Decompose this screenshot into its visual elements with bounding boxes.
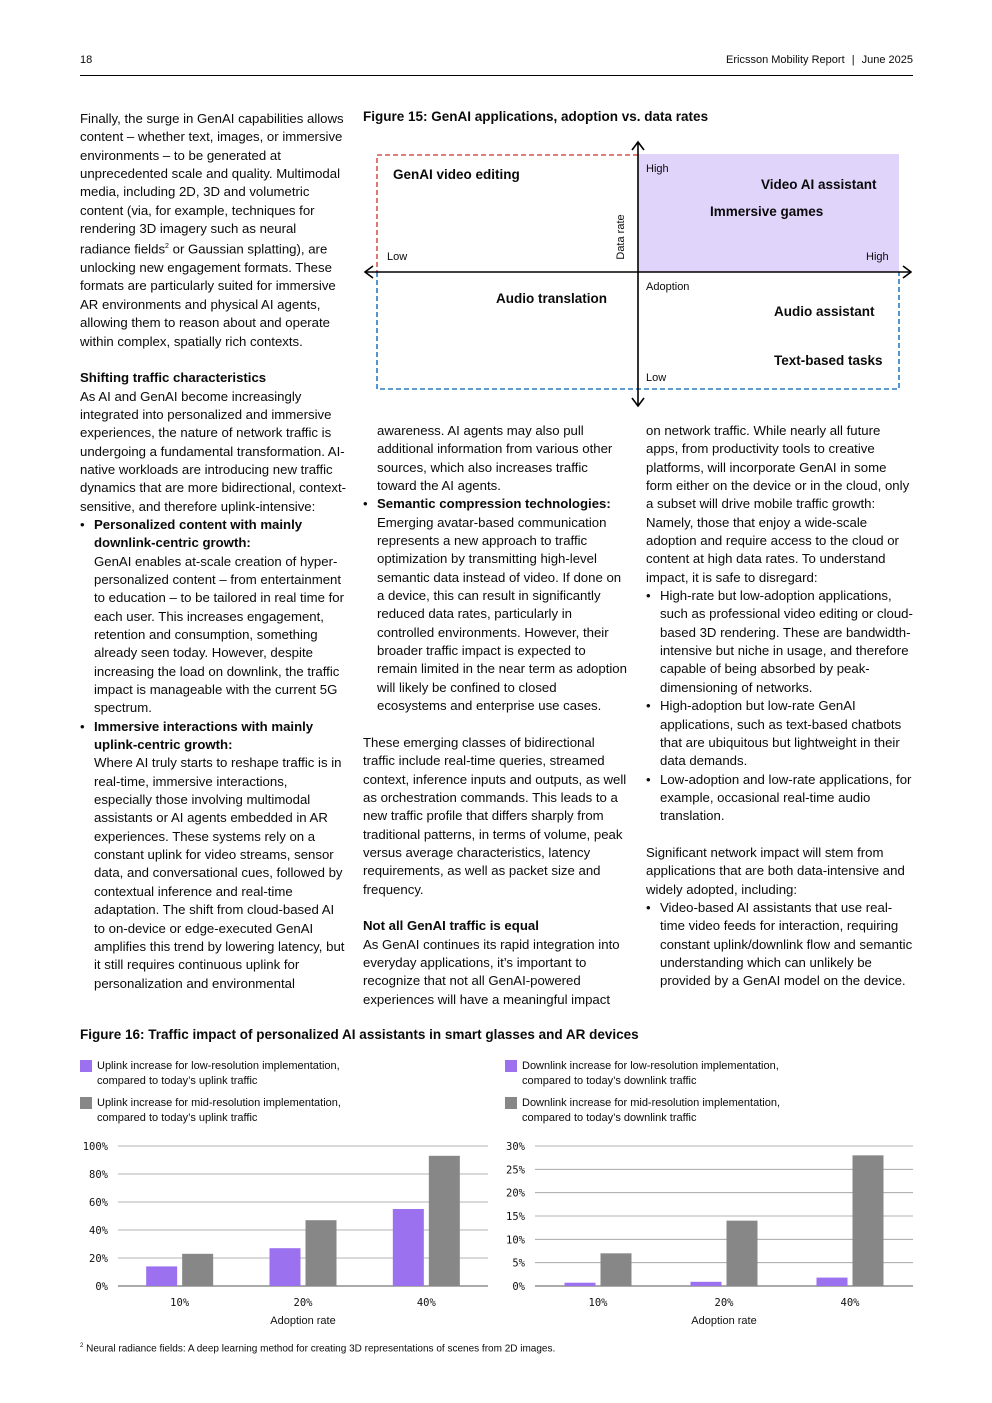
- traffic-bullets: [80, 516, 348, 993]
- app-audio-assistant: Audio assistant: [774, 304, 875, 319]
- legend-swatch-gray: [505, 1097, 517, 1109]
- list-item: • Low-adoption and low-rate applications, for example, occasional real-time audio translation.: [646, 771, 914, 826]
- x-axis-label: Adoption rate: [691, 1315, 757, 1327]
- bar: [817, 1278, 848, 1286]
- intro-text: Finally, the surge in GenAI capabilities allows content – whether text, images, or immersive environments – to be generated at unprecedented scale and quality. Multimodal media, including 2D, 3D and volumetric content (via, for example, techniques for rendering 3D imagery such as neural radiance fields: [80, 111, 344, 257]
- footnote: [80, 1343, 555, 1354]
- column-2: [363, 422, 629, 1009]
- list-item: [363, 495, 629, 715]
- not-equal-paragraph: As GenAI continues its rapid integration into everyday applications, it’s important to recognize that not all GenAI-powered experiences will have a meaningful impact: [363, 936, 620, 1007]
- legend-label: Downlink increase for mid-resolution implementation, compared to today’s downlink traffic: [522, 1097, 781, 1124]
- data-rate-high-label: High: [646, 163, 669, 175]
- y-tick-label: 10%: [506, 1234, 525, 1247]
- x-axis-label: Adoption rate: [270, 1315, 336, 1327]
- list-item: • Video-based AI assistants that use real-time video feeds for interaction, requiring constant uplink/downlink flow and semantic understanding which can unlikely be provided by a GenAI model on the device.: [646, 899, 914, 991]
- legend-label: Uplink increase for low-resolution implementation, compared to today’s uplink traffic: [97, 1060, 340, 1087]
- adoption-low-label: Low: [387, 251, 408, 263]
- bar: [691, 1282, 722, 1286]
- list-item: • High-rate but low-adoption applications, such as professional video editing or cloud-based 3D rendering. These are bandwidth-intensive but niche in usage, and therefore capable of being absorbed by peak-dimensioning of networks.: [646, 587, 914, 697]
- bar: [565, 1283, 596, 1286]
- app-text-based-tasks: Text-based tasks: [774, 353, 883, 368]
- y-axis-title: Data rate: [615, 214, 627, 260]
- column-1: [80, 110, 348, 993]
- figure-16-title: Figure 16: Traffic impact of personalized AI assistants in smart glasses and AR devices: [80, 1027, 639, 1042]
- header-separator: |: [851, 54, 855, 66]
- figure-15-title: Figure 15: GenAI applications, adoption vs. data rates: [363, 109, 709, 124]
- app-immersive-games: Immersive games: [710, 204, 824, 219]
- legend-uplink-low: [80, 1059, 380, 1089]
- impact-paragraph: on network traffic. While nearly all future apps, from productivity tools to creative platforms, will incorporate GenAI in some form either on the device or in the cloud, only a subset will drive mobile traffic growth: Namely, those that enjoy a wide-scale adoption and require access to the cloud or content at high data rates. To understand impact, it is safe to disregard:: [646, 423, 910, 585]
- bullet-title: Personalized content with mainly downlink-centric growth:: [94, 516, 303, 551]
- bar: [853, 1155, 884, 1286]
- app-audio-translation: Audio translation: [496, 291, 607, 306]
- significant-impact-paragraph: Significant network impact will stem from applications that are both data-intensive and widely adopted, including:: [646, 844, 905, 897]
- bullet-title: Semantic compression technologies:: [377, 496, 611, 512]
- data-rate-low-label: Low: [646, 372, 667, 384]
- bar: [146, 1266, 177, 1286]
- bullet-text: Where AI truly starts to reshape traffic is in real-time, immersive interactions, especially those involving multimodal assistants or AI agents embedded in AR experiences. These systems rely on a constant uplink for video streams, sensor data, and conversational cues, followed by contextual inference and real-time adaptation. The shift from cloud-based AI to on-device or edge-executed GenAI amplifies this trend by lowering latency, but it still requires continuous uplink for personalization and environmental: [94, 755, 345, 991]
- list-item: • High-adoption but low-rate GenAI applications, such as text-based chatbots that are ubiquitous but lightweight in their data demands.: [646, 697, 914, 770]
- legend-label: Downlink increase for low-resolution implementation, compared to today’s downlink traffic: [522, 1060, 779, 1087]
- shifting-traffic-paragraph: As AI and GenAI become increasingly integrated into personalized and immersive experiences, the nature of network traffic is undergoing a fundamental transformation. AI-native workloads are introducing new traffic dynamics that are more bidirectional, context-sensitive, and therefore uplink-intensive:: [80, 388, 347, 514]
- legend-label: Uplink increase for mid-resolution implementation, compared to today’s uplink traffic: [97, 1097, 341, 1124]
- y-tick-label: 0%: [95, 1281, 108, 1293]
- bar: [306, 1220, 337, 1286]
- not-equal-heading: Not all GenAI traffic is equal: [363, 918, 539, 934]
- y-tick-label: 30%: [506, 1141, 525, 1153]
- y-tick-label: 15%: [506, 1211, 525, 1223]
- y-tick-label: 0%: [512, 1281, 525, 1293]
- uplink-bar-chart: [70, 1135, 495, 1335]
- downlink-bar-chart: [495, 1135, 920, 1335]
- adoption-high-label: High: [866, 251, 889, 263]
- page-number: 18: [80, 54, 93, 66]
- y-tick-label: 40%: [89, 1225, 108, 1237]
- disregard-bullets: [646, 587, 914, 825]
- bar: [727, 1221, 758, 1286]
- x-tick-label: 20%: [293, 1297, 313, 1309]
- bullet-title: Immersive interactions with mainly uplink-centric growth:: [94, 718, 314, 753]
- x-tick-label: 10%: [170, 1297, 190, 1309]
- footnote-mark: 2: [80, 1343, 84, 1349]
- y-tick-label: 20%: [89, 1253, 108, 1265]
- intro-paragraph: [80, 110, 348, 351]
- x-axis-title: Adoption: [646, 281, 690, 293]
- legend-uplink-mid: [80, 1096, 380, 1126]
- legend-swatch-purple: [80, 1060, 92, 1072]
- x-tick-label: 20%: [714, 1297, 734, 1309]
- y-tick-label: 25%: [506, 1164, 525, 1177]
- legend-downlink-mid: [505, 1096, 815, 1126]
- x-tick-label: 40%: [416, 1297, 436, 1309]
- legend-downlink-low: [505, 1059, 815, 1089]
- legend-swatch-purple: [505, 1060, 517, 1072]
- y-tick-label: 80%: [89, 1169, 108, 1181]
- legend-swatch-gray: [80, 1097, 92, 1109]
- bar: [182, 1254, 213, 1286]
- bidirectional-paragraph: These emerging classes of bidirectional traffic include real-time queries, streamed context, inference inputs and outputs, as well as orchestration commands. This leads to a new traffic profile that differs sharply from traditional patterns, in terms of volume, peak versus average characteristics, latency requirements, as well as packet size and frequency.: [363, 734, 627, 897]
- significant-bullets: [646, 899, 914, 991]
- bar: [601, 1253, 632, 1286]
- header-rule: [80, 75, 913, 76]
- bullet-text: GenAI enables at-scale creation of hyper-personalized content – from entertainment to education – to be tailored in real time for each user. This increases engagement, retention and consumption, something already seen today. However, despite increasing the load on downlink, the traffic impact is manageable with the current 5G spectrum.: [94, 553, 344, 716]
- compression-bullets: [363, 495, 629, 715]
- report-header: [726, 54, 913, 66]
- report-title: Ericsson Mobility Report: [726, 54, 845, 66]
- intro-text-rest: or Gaussian splatting), are unlocking new engagement formats. These formats are particularly suited for immersive AR environments and physical AI agents, allowing them to reason about and operate within complex, spatially rich contexts.: [80, 241, 336, 349]
- app-video-ai-assistant: Video AI assistant: [761, 177, 877, 192]
- footnote-text: Neural radiance fields: A deep learning method for creating 3D representations of scenes from 2D images.: [86, 1343, 556, 1355]
- y-tick-label: 100%: [82, 1141, 108, 1153]
- bar: [393, 1209, 424, 1286]
- app-genai-video-editing: GenAI video editing: [393, 167, 520, 182]
- y-tick-label: 5%: [512, 1257, 525, 1270]
- report-date: June 2025: [861, 54, 913, 66]
- list-item: [80, 718, 348, 993]
- bullet-continuation: awareness. AI agents may also pull additional information from various other sources, which also increases traffic toward the AI agents.: [377, 423, 613, 494]
- y-tick-label: 20%: [506, 1187, 525, 1200]
- x-tick-label: 10%: [588, 1297, 608, 1309]
- column-3: [646, 422, 914, 991]
- footnote-ref: 2: [165, 243, 169, 251]
- shifting-traffic-heading: Shifting traffic characteristics: [80, 370, 267, 386]
- bullet-text: Emerging avatar-based communication represents a new approach to traffic optimization by transmitting high-level semantic data instead of video. If done on a device, this can result in significantly reduced data rates, particularly in controlled environments. However, their broader traffic impact is expected to remain limited in the near term as adoption will likely be confined to closed ecosystems and enterprise use cases.: [377, 514, 627, 714]
- y-tick-label: 60%: [89, 1197, 108, 1209]
- bar: [270, 1248, 301, 1286]
- list-item: [80, 516, 348, 718]
- bar: [429, 1156, 460, 1286]
- x-tick-label: 40%: [840, 1297, 860, 1309]
